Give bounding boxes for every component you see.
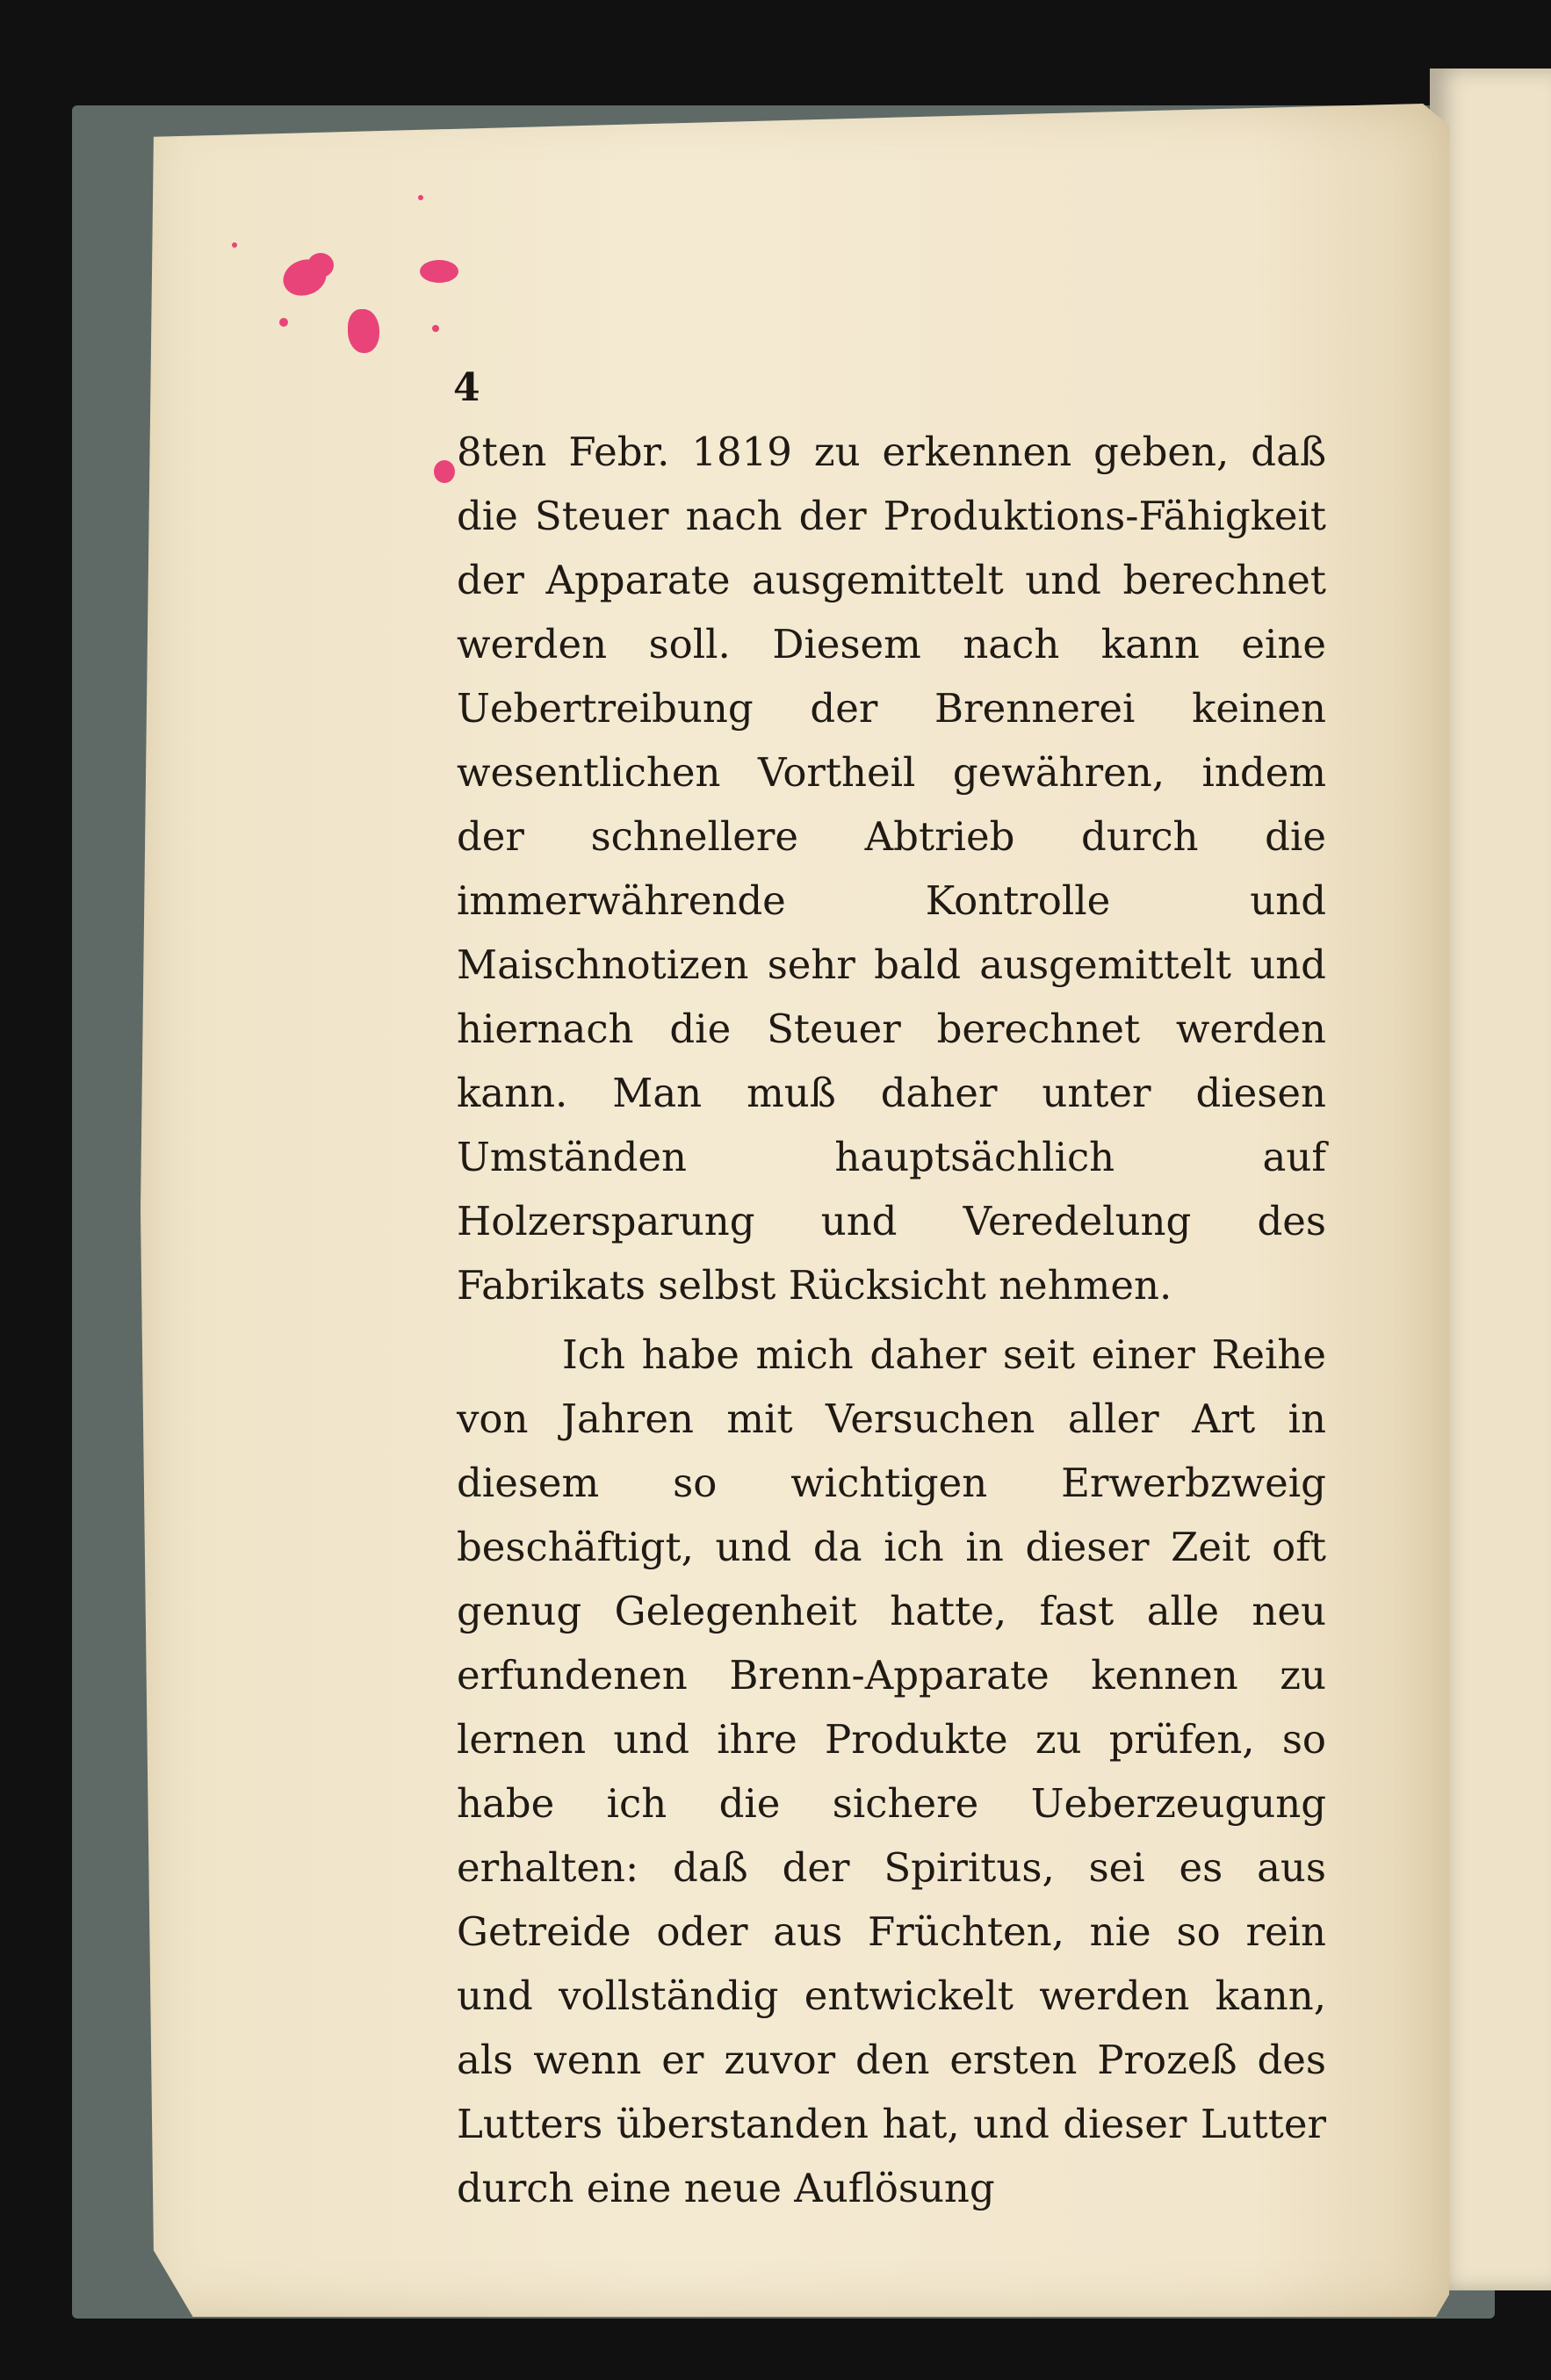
paragraph: Ich habe mich daher seit einer Reihe von Jahren mit Versuchen aller Art in diesem so wichtigen Erwerbzweig beschäftigt, und da ich in dieser Zeit oft genug Gelegenheit hatte, fast alle neu erfundenen Brenn-Apparate kennen zu lernen und ihre Produkte zu prüfen, so habe ich die sichere Ueberzeugung erhalten: daß der Spiritus, sei es aus Getreide oder aus Früchten, nie so rein und vollständig entwickelt werden kann, als wenn er zuvor den ersten Prozeß des Lutters überstanden hat, und dieser Lutter durch eine neue Auflösung bbox=[457, 1331, 1326, 2211]
page-number: 4 bbox=[453, 365, 480, 410]
paragraph: 8ten Febr. 1819 zu erkennen geben, daß die Steuer nach der Produktions-Fähigkeit der Apparate ausgemittelt und berechnet werden soll. Diesem nach kann eine Uebertreibung der Brennerei keinen wesentlichen Vortheil gewähren, indem der schnellere Abtrieb durch die immerwährende Kontrolle und Maischnotizen sehr bald ausgemittelt und hiernach die Steuer berechnet werden kann. Man muß daher unter diesen Umständen hauptsächlich auf Holzersparung und Veredelung des Fabrikats selbst Rücksicht nehmen. bbox=[457, 429, 1326, 1309]
body-text bbox=[457, 420, 1326, 2220]
